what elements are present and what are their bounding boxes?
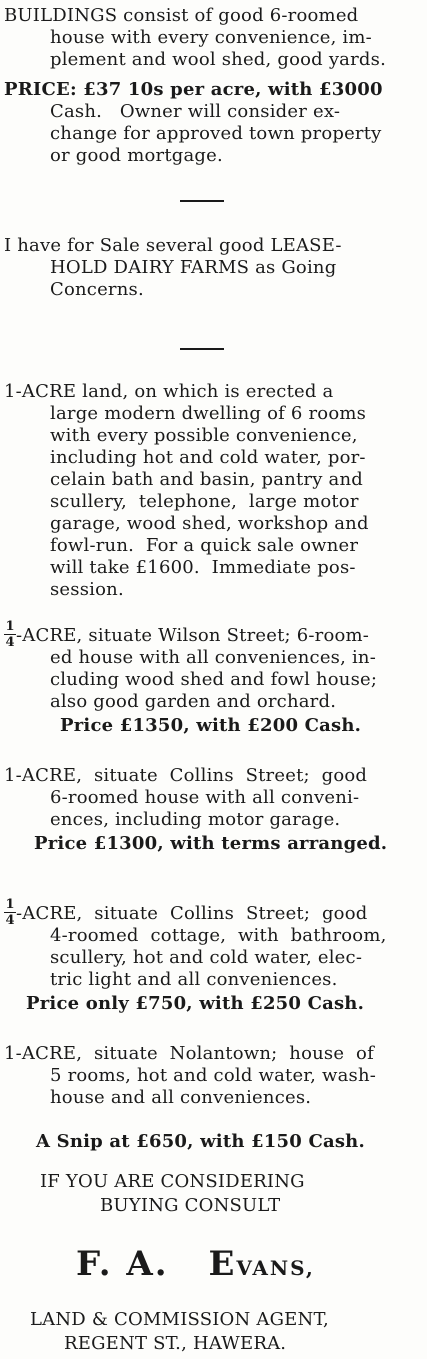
listing-line: fowl-run. For a quick sale owner (50, 535, 359, 556)
listing-price: Price £1350, with £200 Cash. (60, 715, 362, 736)
price-line: change for approved town property (50, 123, 382, 144)
listing-price: A Snip at £650, with £150 Cash. (36, 1131, 365, 1152)
listing-line: house and all conveniences. (50, 1087, 312, 1108)
listing-first-line: 1-ACRE, situate Collins Street; good (4, 765, 368, 786)
listing-line: ences, including motor garage. (50, 809, 341, 830)
agent-initials: F. A. (76, 1244, 169, 1284)
listing-line: garage, wood shed, workshop and (50, 513, 369, 534)
listing-line: large modern dwelling of 6 rooms (50, 403, 367, 424)
price-line: or good mortgage. (50, 145, 223, 166)
listing-line: 5 rooms, hot and cold water, wash- (50, 1065, 377, 1086)
section-divider (180, 348, 224, 350)
leasehold-line: HOLD DAIRY FARMS as Going (50, 257, 337, 278)
buildings-line: BUILDINGS consist of good 6-roomed (4, 5, 359, 26)
listing-line: will take £1600. Immediate pos- (50, 557, 356, 578)
quarter-fraction (4, 620, 16, 649)
listing-line: 4-roomed cottage, with bathroom, (50, 925, 387, 946)
listing-line: tric light and all conveniences. (50, 969, 338, 990)
listing-line: celain bath and basin, pantry and (50, 469, 363, 490)
agent-address: REGENT ST., HAWERA. (64, 1333, 287, 1354)
quarter-fraction (4, 898, 16, 927)
listing-line: session. (50, 579, 124, 600)
leasehold-line: Concerns. (50, 279, 144, 300)
fraction-numerator: 1 (5, 619, 15, 634)
listing-line: 6-roomed house with all conveni- (50, 787, 360, 808)
fraction-denominator: 4 (5, 635, 15, 650)
listing-line: with every possible convenience, (50, 425, 358, 446)
listing-line: cluding wood shed and fowl house; (50, 669, 378, 690)
listing-first-line: 1-ACRE land, on which is erected a (4, 381, 334, 402)
fraction-numerator: 1 (5, 897, 15, 912)
listing-line: also good garden and orchard. (50, 691, 337, 712)
buildings-line: house with every convenience, im- (50, 27, 372, 48)
agent-title: LAND & COMMISSION AGENT, (30, 1309, 329, 1330)
agent-surname-initial: E (208, 1244, 237, 1284)
buildings-line: plement and wool shed, good yards. (50, 49, 387, 70)
section-divider (180, 200, 224, 202)
leasehold-line: I have for Sale several good LEASE- (4, 235, 342, 256)
price-line: Cash. Owner will consider ex- (50, 101, 341, 122)
fraction-denominator: 4 (5, 913, 15, 928)
agent-name (76, 1244, 315, 1288)
listing-line: scullery, hot and cold water, elec- (50, 947, 363, 968)
listing-first-line: -ACRE, situate Collins Street; good (16, 903, 368, 924)
agent-surname-rest: VANS, (236, 1256, 315, 1280)
listing-price: Price £1300, with terms arranged. (34, 833, 388, 854)
price-line: PRICE: £37 10s per acre, with £3000 (4, 79, 383, 100)
listing-line: scullery, telephone, large motor (50, 491, 359, 512)
listing-line: ed house with all conveniences, in- (50, 647, 376, 668)
consult-line: BUYING CONSULT (100, 1195, 281, 1216)
listing-line: including hot and cold water, por- (50, 447, 366, 468)
listing-first-line: -ACRE, situate Wilson Street; 6-room- (16, 625, 370, 646)
listing-price: Price only £750, with £250 Cash. (26, 993, 365, 1014)
listing-first-line: 1-ACRE, situate Nolantown; house of (4, 1043, 374, 1064)
consult-line: IF YOU ARE CONSIDERING (40, 1171, 305, 1192)
